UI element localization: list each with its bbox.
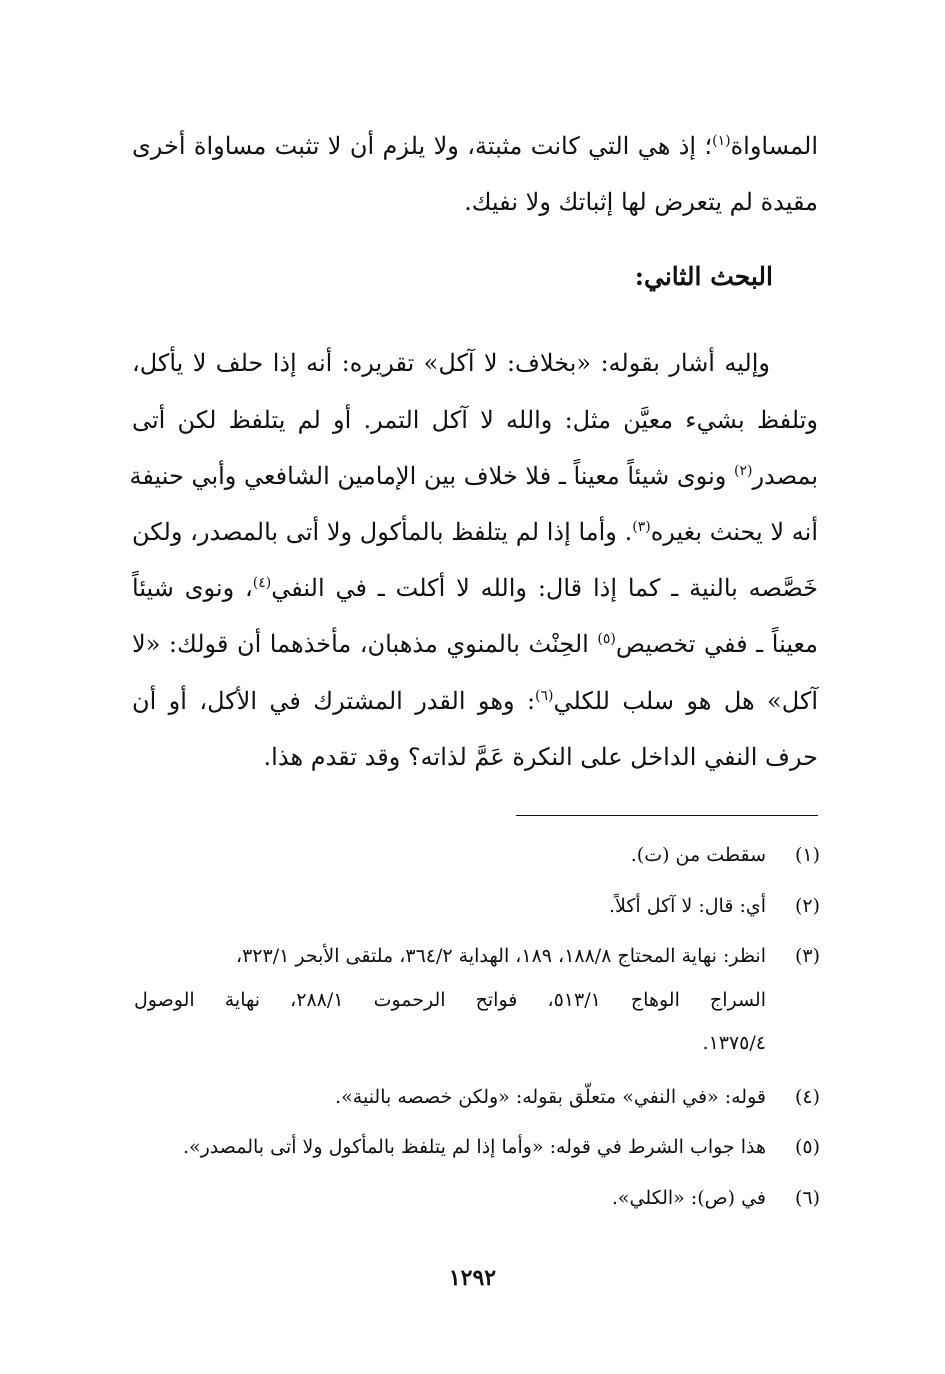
section-heading: البحث الثاني: (634, 262, 773, 291)
text-line (129, 461, 818, 491)
footnote-3-line-2: السراج الوهاج ٥١٣/١، فواتح الرحموت ٢٨٨/١، نهاية الوصول (134, 989, 766, 1011)
footnote-3 (134, 944, 820, 968)
footnote-text: قوله: «في النفي» متعلّق بقوله: «ولكن خصصه بالنية». (335, 1086, 766, 1108)
footnote-text: سقطت من (ت). (630, 844, 766, 866)
text-segment: آكل» هل هو سلب للكلي (553, 687, 819, 715)
body-line-4 (132, 517, 818, 547)
top-paragraph (132, 131, 818, 161)
body-line-1 (132, 348, 818, 378)
footnote-number: (٤) (794, 1086, 820, 1108)
footnote-ref: (٣) (632, 519, 651, 535)
text-line (132, 686, 818, 716)
footnote-number: (٢) (794, 895, 820, 917)
footnote-number: (١) (794, 844, 820, 866)
page-number: ١٢٩٢ (448, 1265, 497, 1291)
text-line: وإليه أشار بقوله: «بخلاف: لا آكل» تقريره: أنه إذا حلف لا يأكل، (132, 349, 770, 377)
footnote-number: (٣) (794, 945, 820, 967)
footnote-text: أي: قال: لا آكل أكلاً. (608, 895, 766, 917)
footnote-5 (134, 1135, 820, 1159)
text-line: مقيدة لم يتعرض لها إثباتك ولا نفيك. (464, 188, 818, 216)
text-line (132, 629, 818, 659)
footnote-number: (٦) (794, 1187, 820, 1209)
footnote-ref: (٥) (597, 631, 616, 647)
footnote-ref: (٢) (733, 463, 753, 479)
text-line (132, 573, 818, 603)
body-line-8 (132, 742, 818, 772)
text-segment: . وأما إذا لم يتلفظ بالمأكول ولا أتى بالمصدر، ولكن (132, 518, 633, 546)
text-segment: المساواة (730, 132, 818, 160)
text-line: حرف النفي الداخل على النكرة عَمَّ لذاته؟ وقد تقدم هذا. (263, 743, 818, 771)
body-line-2 (132, 405, 818, 435)
footnote-1 (134, 843, 820, 867)
footnote-6 (134, 1186, 820, 1210)
text-segment: : وهو القدر المشترك في الأكل، أو أن (132, 687, 536, 715)
body-line-6 (132, 629, 818, 659)
footnote-text: هذا جواب الشرط في قوله: «وأما إذا لم يتلفظ بالمأكول ولا أتى بالمصدر». (182, 1136, 766, 1158)
footnote-ref: (٤) (252, 575, 272, 591)
text-segment: ونوى شيئاً معيناً ـ فلا خلاف بين الإمامين الشافعي وأبي حنيفة (129, 462, 734, 490)
footnote-separator (516, 815, 818, 816)
footnote-text: انظر: نهاية المحتاج ١٨٨/٨، ١٨٩، الهداية ٣٦٤/٢، ملتقى الأبحر ٣٢٣/١، (235, 945, 766, 967)
text-segment: معيناً ـ ففي تخصيص (615, 630, 818, 658)
body-line-3 (129, 461, 818, 491)
text-segment: خَصَّصه بالنية ـ كما إذا قال: والله لا أكلت ـ في النفي (271, 574, 818, 602)
body-line-5 (132, 573, 818, 603)
footnote-ref: (٦) (535, 688, 554, 704)
footnote-text: في (ص): «الكلي». (611, 1187, 766, 1209)
text-segment: أنه لا يحنث بغيره (650, 518, 818, 546)
footnote-4 (134, 1085, 820, 1109)
text-segment: ، ونوى شيئاً (132, 574, 253, 602)
text-segment: ؛ إذ هي التي كانت مثبتة، ولا يلزم أن لا تثبت مساواة أخرى (132, 132, 713, 160)
footnote-number: (٥) (794, 1136, 820, 1158)
text-line: وتلفظ بشيء معيَّن مثل: والله لا آكل التمر. أو لم يتلفظ لكن أتى (132, 406, 818, 434)
text-line (132, 131, 818, 161)
footnote-2 (134, 894, 820, 918)
body-line-7 (132, 686, 818, 716)
footnote-3-line-3: ١٣٧٥/٤. (702, 1032, 766, 1054)
top-paragraph-line-2 (132, 187, 818, 217)
footnote-ref: (١) (712, 133, 731, 149)
text-line (132, 517, 818, 547)
text-segment: بمصدر (752, 462, 818, 490)
text-segment: الحِنْث بالمنوي مذهبان، مأخذهما أن قولك: «لا (132, 630, 598, 658)
